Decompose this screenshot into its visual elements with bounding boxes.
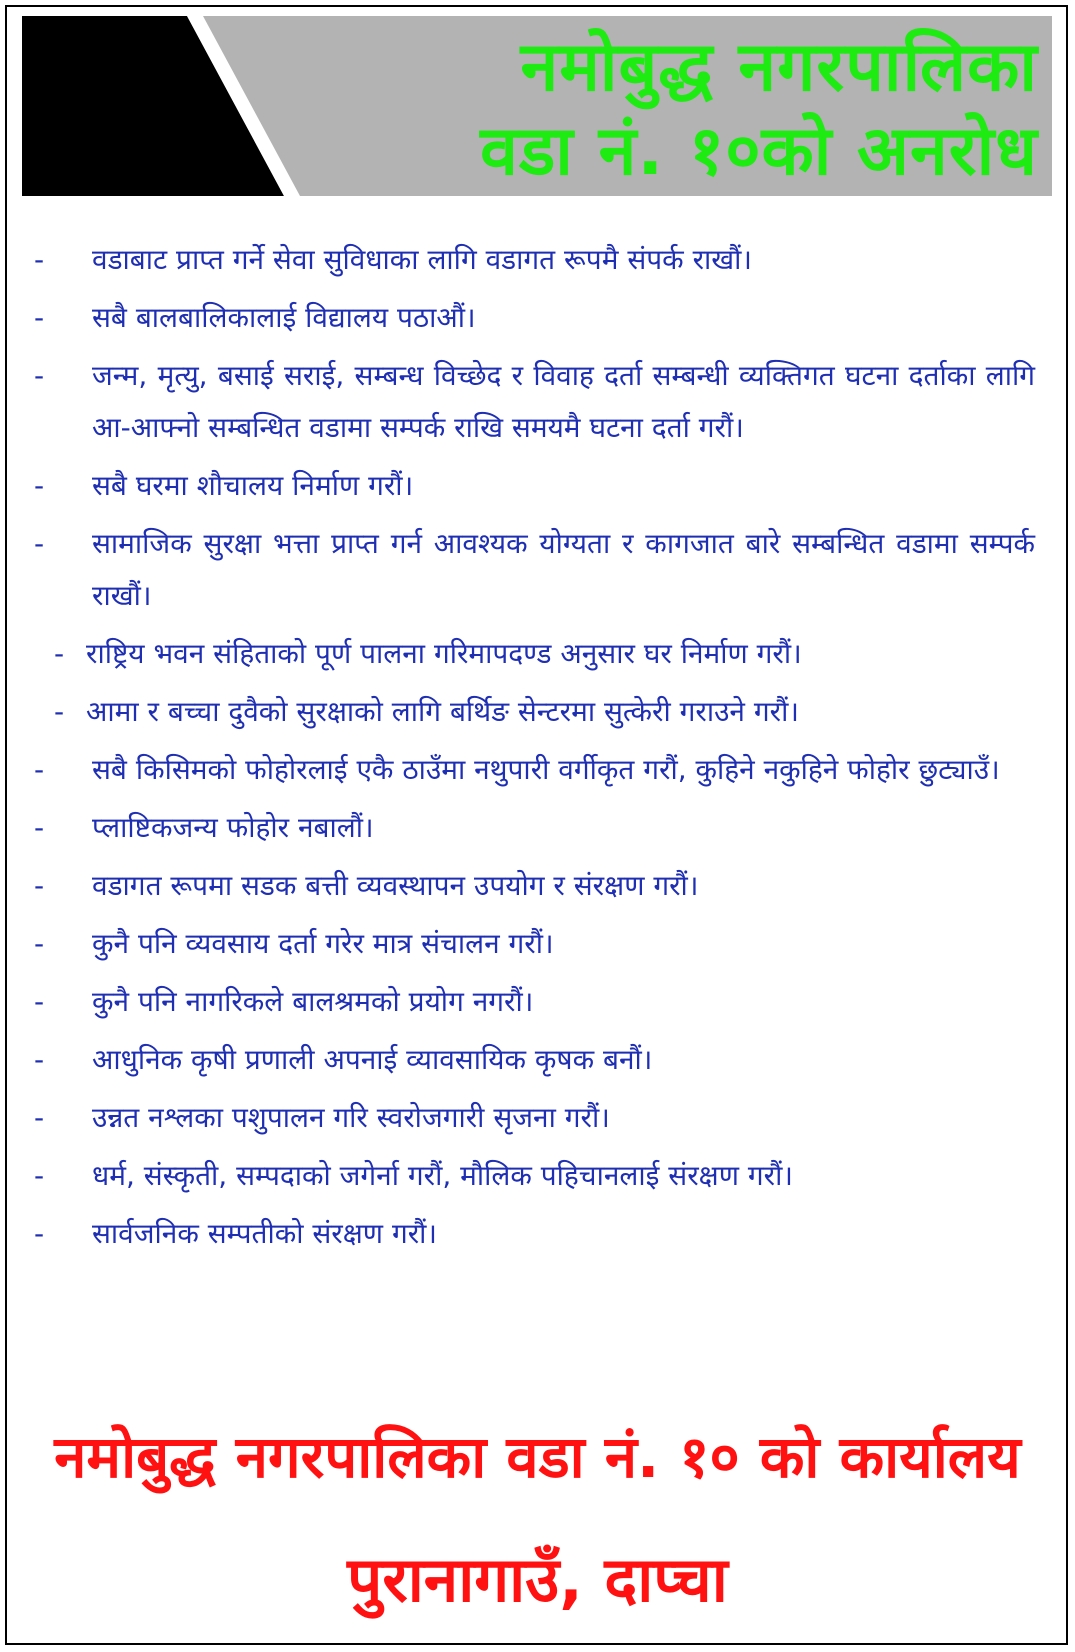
list-item-text: धर्म, संस्कृती, सम्पदाको जगेर्ना गरौं, मौलिक पहिचानलाई संरक्षण गरौं। (92, 1159, 793, 1192)
list-dash: - (34, 1159, 45, 1192)
list-item-text: सबै बालबालिकालाई विद्यालय पठाऔं। (92, 301, 476, 334)
list-item-text: वडागत रूपमा सडक बत्ती व्यवस्थापन उपयोग र संरक्षण गरौं। (92, 869, 699, 902)
list-item-text: सार्वजनिक सम्पतीको संरक्षण गरौं। (92, 1217, 438, 1250)
list-item (30, 234, 1045, 286)
request-list (30, 234, 1045, 1266)
list-dash: - (54, 695, 65, 728)
list-dash: - (34, 985, 45, 1018)
list-item-text: कुनै पनि व्यवसाय दर्ता गरेर मात्र संचालन गरौं। (92, 927, 554, 960)
list-dash: - (34, 811, 45, 844)
list-item (30, 686, 1045, 738)
list-dash: - (34, 359, 45, 392)
list-item-text: कुनै पनि नागरिकले बालश्रमको प्रयोग नगरौं। (92, 985, 534, 1018)
list-item (30, 1150, 1045, 1202)
footer-office-location: पुरानागाउँ, दाप्चा (347, 1543, 728, 1616)
list-dash: - (34, 1101, 45, 1134)
list-item-text: राष्ट्रिय भवन संहिताको पूर्ण पालना गरिमापदण्ड अनुसार घर निर्माण गरौं। (86, 637, 802, 670)
list-item (30, 1208, 1045, 1260)
list-item (30, 1034, 1045, 1086)
list-dash: - (34, 869, 45, 902)
list-dash: - (34, 301, 45, 334)
list-dash: - (34, 927, 45, 960)
list-item-text: प्लाष्टिकजन्य फोहोर नबालौं। (92, 811, 374, 844)
list-item-text: आधुनिक कृषी प्रणाली अपनाई व्यावसायिक कृषक बनौं। (92, 1043, 653, 1076)
list-dash: - (34, 1217, 45, 1250)
list-item (30, 976, 1045, 1028)
list-item (30, 518, 1045, 622)
list-dash: - (54, 637, 65, 670)
list-item (30, 460, 1045, 512)
list-item-text: उन्नत नश्लका पशुपालन गरि स्वरोजगारी सृजना गरौं। (92, 1101, 610, 1134)
list-item-text: सामाजिक सुरक्षा भत्ता प्राप्त गर्न आवश्यक योग्यता र कागजात बारे सम्बन्धित वडामा सम्पर्क राखौं। (92, 527, 1035, 612)
header-banner (22, 16, 1052, 196)
list-item (30, 860, 1045, 912)
list-dash: - (34, 469, 45, 502)
header-title-line2: वडा नं. १०को अनरोध (480, 112, 1038, 191)
list-item-text: वडाबाट प्राप्त गर्ने सेवा सुविधाका लागि वडागत रूपमै संपर्क राखौं। (92, 243, 753, 276)
list-item-text: जन्म, मृत्यु, बसाई सराई, सम्बन्ध विच्छेद र विवाह दर्ता सम्बन्धी व्यक्तिगत घटना दर्ताका लागि आ-आफ्नो सम्बन्धित वडामा सम्पर्क राखि समयमै घटना दर्ता गरौं। (92, 359, 1035, 444)
list-item (30, 1092, 1045, 1144)
list-dash: - (34, 243, 45, 276)
list-item (30, 350, 1045, 454)
list-item (30, 918, 1045, 970)
list-item (30, 744, 1045, 796)
list-dash: - (34, 753, 45, 786)
list-dash: - (34, 527, 45, 560)
list-item-text: सबै घरमा शौचालय निर्माण गरौं। (92, 469, 414, 502)
list-item (30, 292, 1045, 344)
list-dash: - (34, 1043, 45, 1076)
list-item-text: आमा र बच्चा दुवैको सुरक्षाको लागि बर्थिङ सेन्टरमा सुत्केरी गराउने गरौं। (86, 695, 799, 728)
header-title-line1: नमोबुद्ध नगरपालिका (520, 28, 1038, 107)
list-item-text: सबै किसिमको फोहोरलाई एकै ठाउँमा नथुपारी वर्गीकृत गरौं, कुहिने नकुहिने फोहोर छुट्याउँ। (92, 753, 1000, 786)
list-item (30, 802, 1045, 854)
list-item (30, 628, 1045, 680)
footer-office-name: नमोबुद्ध नगरपालिका वडा नं. १० को कार्यालय (54, 1423, 1021, 1491)
